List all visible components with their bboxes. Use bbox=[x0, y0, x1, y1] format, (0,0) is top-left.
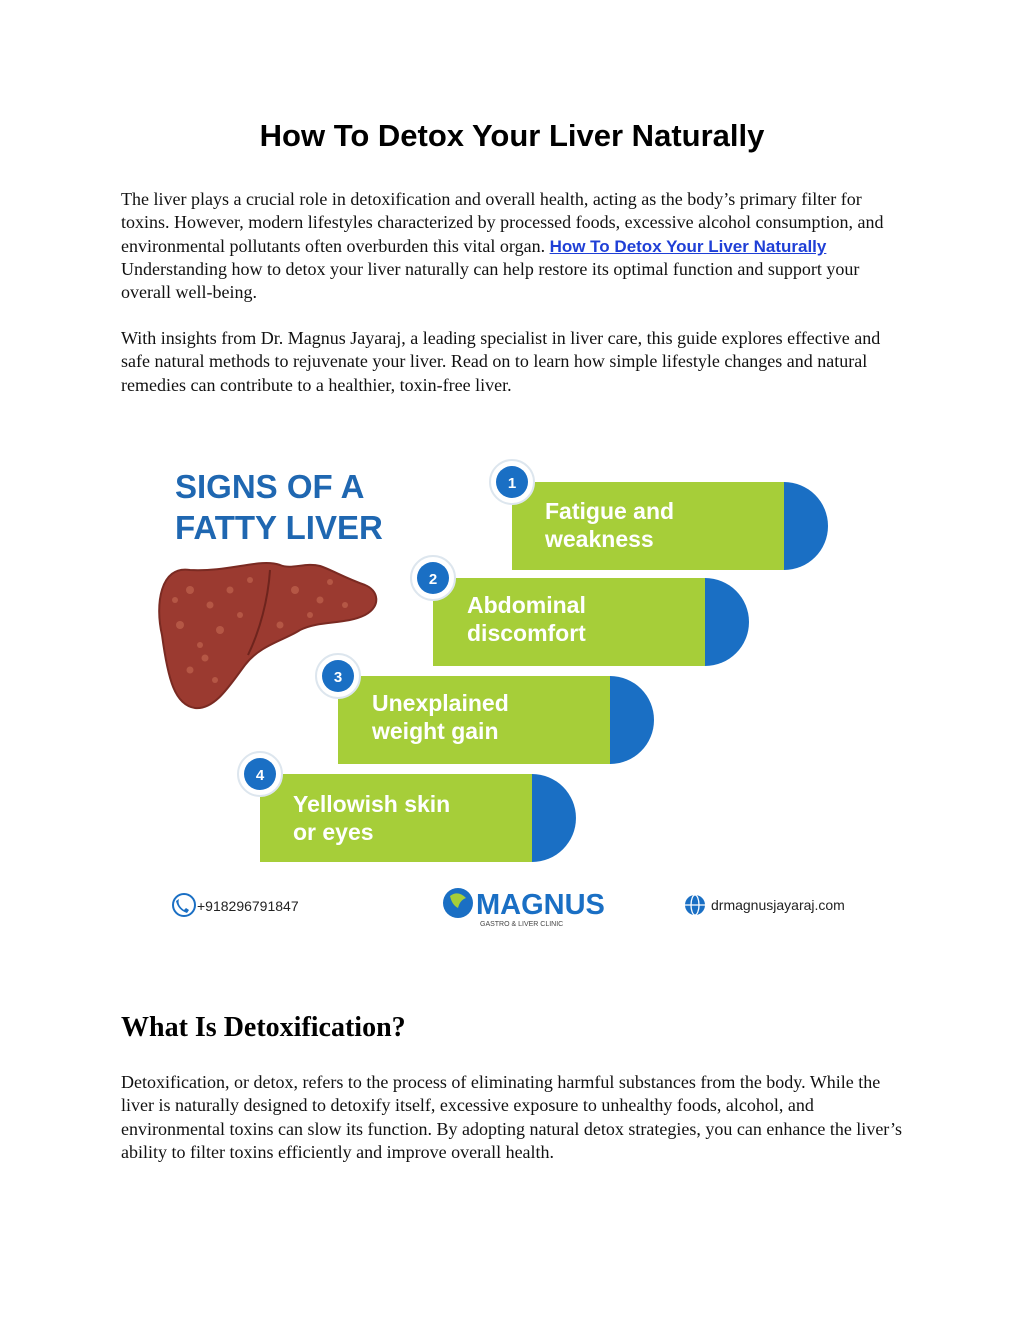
sign-text-line1: Abdominal bbox=[467, 592, 586, 618]
sign-number: 1 bbox=[507, 475, 517, 492]
sign-number: 2 bbox=[428, 571, 438, 588]
phone-contact bbox=[173, 894, 299, 916]
sign-text-line1: Fatigue and bbox=[545, 498, 675, 524]
sign-number: 4 bbox=[255, 767, 265, 784]
sign-card bbox=[490, 460, 828, 570]
intro-paragraph bbox=[121, 188, 906, 304]
website-contact bbox=[685, 895, 845, 915]
sign-text-line2: discomfort bbox=[467, 620, 586, 646]
page-title: How To Detox Your Liver Naturally bbox=[259, 118, 765, 153]
intro-text-after-link: Understanding how to detox your liver naturally can help restore its optimal function and support your overall well-being. bbox=[121, 258, 860, 303]
sign-text-line2: or eyes bbox=[293, 819, 374, 845]
infographic-heading-line1: SIGNS OF A bbox=[175, 468, 365, 505]
phone-icon bbox=[173, 894, 195, 916]
sign-text-line2: weakness bbox=[545, 526, 654, 552]
fatty-liver-infographic bbox=[120, 440, 910, 940]
brand-tagline: GASTRO & LIVER CLINIC bbox=[480, 921, 564, 928]
sign-text-line1: Unexplained bbox=[372, 690, 509, 716]
sign-card bbox=[411, 556, 749, 666]
clinic-logo bbox=[443, 888, 605, 928]
sign-text-line2: weight gain bbox=[372, 718, 499, 744]
infographic-heading-line2: FATTY LIVER bbox=[175, 509, 383, 546]
brand-name: MAGNUS bbox=[476, 889, 605, 921]
section-heading: What Is Detoxification? bbox=[121, 1012, 406, 1043]
website-url: drmagnusjayaraj.com bbox=[711, 897, 845, 913]
sign-card bbox=[238, 752, 576, 862]
phone-number: +918296791847 bbox=[197, 898, 299, 914]
sign-card bbox=[316, 654, 654, 764]
article-title-link[interactable]: How To Detox Your Liver Naturally bbox=[549, 236, 827, 256]
sign-text-line1: Yellowish skin bbox=[293, 791, 451, 817]
sign-number: 3 bbox=[333, 669, 343, 686]
intro-text-before-link: The liver plays a crucial role in detoxification and overall health, acting as the body’s primary filter for toxins. However, modern lifestyles characterized by processed foods, excessive alcohol consumption, and environmental pollutants often overburden this vital organ. bbox=[121, 189, 884, 256]
detox-paragraph: Detoxification, or detox, refers to the process of eliminating harmful substances from the body. While the liver is naturally designed to detoxify itself, excessive exposure to unhealthy foods, alcohol, and environmental toxins can slow its function. By adopting natural detox strategies, you can enhance the liver’s ability to filter toxins efficiently and improve overall health. bbox=[121, 1072, 902, 1162]
insights-paragraph: With insights from Dr. Magnus Jayaraj, a leading specialist in liver care, this guide explores effective and safe natural methods to rejuvenate your liver. Read on to learn how simple lifestyle changes and natural remedies can contribute to a healthier, toxin-free liver. bbox=[121, 328, 881, 395]
infographic-canvas bbox=[120, 440, 910, 940]
